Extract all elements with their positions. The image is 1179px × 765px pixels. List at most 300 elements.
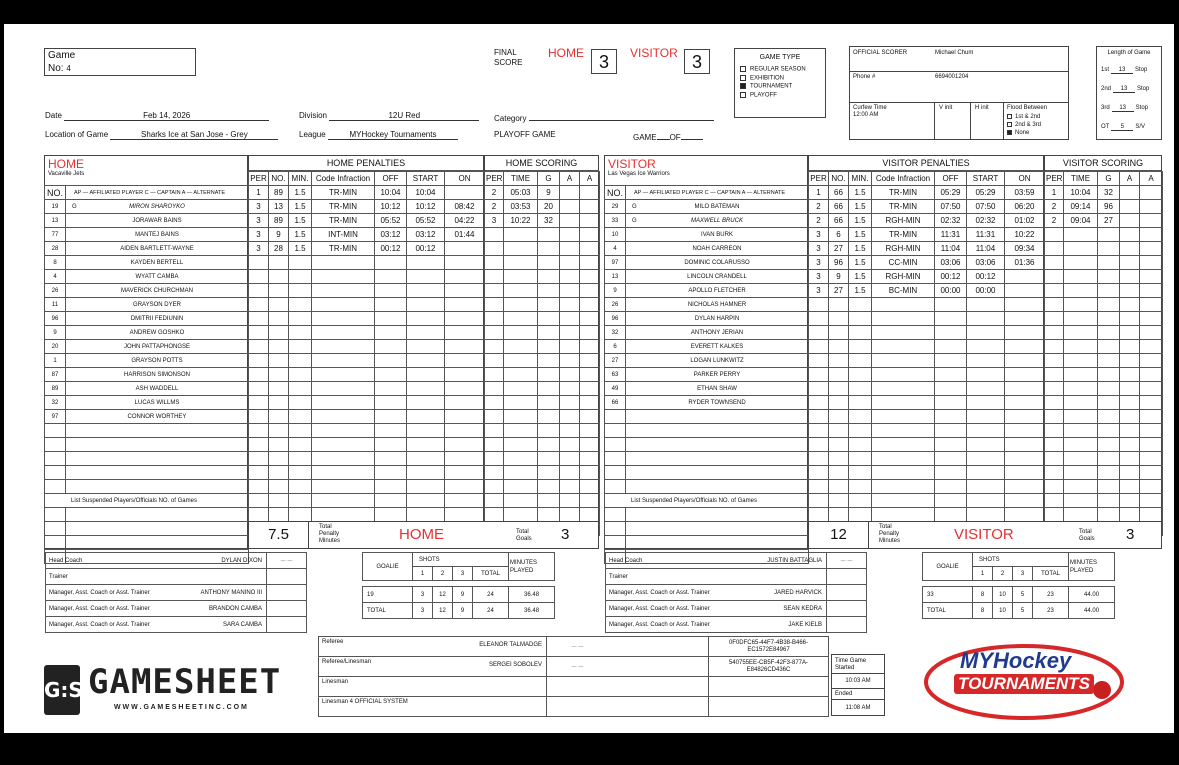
player-number: 63 [605, 368, 626, 382]
scoring-cell [580, 382, 600, 396]
penalty-cell: 1.5 [289, 242, 312, 256]
league-label: League [299, 130, 326, 139]
length-row [1101, 67, 1147, 74]
scoring-cell [1120, 200, 1140, 214]
scoring-header-cell: G [1098, 172, 1120, 186]
penalty-cell: 1.5 [289, 228, 312, 242]
scoring-cell [580, 340, 600, 354]
penalty-cell [849, 480, 872, 494]
staff-role: Manager, Asst. Coach or Asst. Trainer [609, 605, 710, 612]
penalty-cell [849, 424, 872, 438]
scoring-cell [504, 452, 538, 466]
scoring-cell [485, 298, 504, 312]
penalty-cell [312, 354, 375, 368]
official-role: Linesman 4 OFFICIAL SYSTEM [322, 699, 408, 705]
penalty-cell [269, 382, 289, 396]
goalie-row [923, 603, 1115, 619]
scoring-cell [560, 424, 580, 438]
scoring-cell [1140, 256, 1163, 270]
scoring-cell [1098, 340, 1120, 354]
penalty-row [809, 466, 1045, 480]
staff-role: Manager, Asst. Coach or Asst. Trainer [49, 621, 150, 628]
home-scoring [484, 155, 599, 549]
scoring-cell [580, 410, 600, 424]
game-type-option [740, 66, 825, 73]
goalie-period-header: 3 [453, 567, 473, 581]
official-id: 0F0DFC65-44F7-4B38-B466-EC1572E84967 [709, 637, 829, 657]
player-name [626, 228, 809, 242]
penalty-cell [1005, 480, 1045, 494]
penalty-cell [1005, 452, 1045, 466]
scoring-cell [1120, 452, 1140, 466]
penalty-cell [269, 312, 289, 326]
scoring-cell [560, 368, 580, 382]
staff-cell [606, 569, 827, 585]
player-name [626, 536, 809, 550]
minutes-played-label: MINUTES PLAYED [509, 553, 555, 581]
scoring-cell [560, 186, 580, 200]
scoring-cell: 10:04 [1064, 186, 1098, 200]
scoring-cell [1064, 368, 1098, 382]
staff-name: SARA CAMBA [222, 621, 262, 628]
penalty-cell [935, 494, 967, 508]
penalty-cell [935, 480, 967, 494]
penalty-header-cell: PER [249, 172, 269, 186]
penalty-cell [375, 298, 407, 312]
scoring-cell [580, 396, 600, 410]
penalty-cell: 2 [809, 214, 829, 228]
scoring-cell: 2 [1045, 200, 1064, 214]
roster-row [45, 326, 249, 340]
scoring-cell: 2 [485, 200, 504, 214]
scoring-cell [504, 284, 538, 298]
penalty-cell [872, 452, 935, 466]
scoring-cell [485, 368, 504, 382]
scoring-cell [1140, 200, 1163, 214]
scoring-cell [538, 228, 560, 242]
scoring-row [485, 340, 600, 354]
penalty-cell: TR-MIN [872, 186, 935, 200]
visitor-penalties [808, 155, 1044, 549]
penalty-cell [312, 326, 375, 340]
goalie-cell: 5 [1013, 603, 1033, 619]
penalty-cell [312, 382, 375, 396]
penalty-cell [269, 340, 289, 354]
flood-option-label: 2nd & 3rd [1015, 122, 1042, 128]
visitor-roster [604, 155, 808, 549]
roster-legend: AP — AFFILIATED PLAYER C — CAPTAIN A — ALTERNATE [626, 186, 809, 200]
goalie-cell: 5 [1013, 587, 1033, 603]
penalty-cell: 66 [829, 200, 849, 214]
home-total-pim-label: Total Penalty Minutes [319, 524, 341, 544]
length-period-label: 2nd [1101, 86, 1112, 92]
penalty-row [249, 326, 485, 340]
scoring-row [485, 424, 600, 438]
penalty-cell [872, 382, 935, 396]
scoring-cell [560, 298, 580, 312]
player-number [605, 438, 626, 452]
scoring-cell [1098, 298, 1120, 312]
penalty-cell: BC-MIN [872, 284, 935, 298]
staff-row [606, 553, 867, 569]
penalty-cell [289, 452, 312, 466]
player-number: 96 [45, 312, 66, 326]
penalty-cell [829, 368, 849, 382]
penalty-cell [312, 480, 375, 494]
length-period-value: 13 [1112, 105, 1134, 112]
penalty-cell [872, 354, 935, 368]
goalie-cell: 24 [473, 603, 509, 619]
penalty-cell [809, 312, 829, 326]
player-name [66, 214, 249, 228]
penalty-cell: 05:52 [407, 214, 445, 228]
scoring-cell [580, 270, 600, 284]
penalty-cell [249, 354, 269, 368]
player-number: 28 [45, 242, 66, 256]
scoring-cell [1098, 508, 1120, 522]
scoring-cell [538, 242, 560, 256]
goalie-row [923, 587, 1115, 603]
penalty-cell [407, 452, 445, 466]
player-number [45, 522, 66, 536]
player-designation: G [632, 217, 637, 224]
staff-row [46, 553, 307, 569]
scoring-row [485, 326, 600, 340]
penalty-cell: 07:50 [935, 200, 967, 214]
scoring-cell [504, 480, 538, 494]
penalty-cell [289, 438, 312, 452]
penalty-cell [445, 452, 485, 466]
penalty-cell [935, 396, 967, 410]
penalty-cell: 00:00 [935, 284, 967, 298]
scoring-row [485, 466, 600, 480]
penalty-cell [829, 494, 849, 508]
penalty-cell [445, 508, 485, 522]
goalie-period-header: 1 [413, 567, 433, 581]
scoring-row [1045, 340, 1163, 354]
game-number-box [44, 48, 196, 76]
penalty-row [249, 452, 485, 466]
scoring-cell [1098, 452, 1120, 466]
penalty-cell [289, 424, 312, 438]
penalty-cell: 03:12 [375, 228, 407, 242]
penalty-cell: 1.5 [849, 270, 872, 284]
roster-row [45, 340, 249, 354]
scoring-cell [1140, 452, 1163, 466]
scoring-cell [538, 368, 560, 382]
scoring-cell [1098, 368, 1120, 382]
penalty-cell [375, 256, 407, 270]
penalty-row [809, 480, 1045, 494]
player-number [45, 452, 66, 466]
scoring-cell [1064, 312, 1098, 326]
penalty-cell [1005, 340, 1045, 354]
roster-row [605, 340, 809, 354]
scoring-cell [580, 326, 600, 340]
penalty-header-cell: MIN. [289, 172, 312, 186]
game-type-box [734, 48, 826, 118]
penalty-row [249, 480, 485, 494]
scoring-row [1045, 284, 1163, 298]
player-name-text: MAXWELL BRUCK [691, 217, 743, 224]
staff-row [606, 585, 867, 601]
location-value: Sharks Ice at San Jose - Grey [110, 130, 278, 140]
scoring-cell [560, 270, 580, 284]
scoring-cell: 2 [1045, 214, 1064, 228]
scoring-cell [485, 480, 504, 494]
scoring-cell [560, 354, 580, 368]
scoring-header-row [485, 172, 600, 186]
penalty-cell [249, 438, 269, 452]
penalty-cell [249, 396, 269, 410]
scoring-cell [560, 200, 580, 214]
official-id [709, 697, 829, 717]
penalty-cell: 27 [829, 284, 849, 298]
scoring-cell [538, 256, 560, 270]
scoring-row [485, 270, 600, 284]
penalty-cell [829, 480, 849, 494]
scoring-row [485, 298, 600, 312]
scoring-cell [1064, 438, 1098, 452]
scoring-cell [580, 298, 600, 312]
scoring-cell [1098, 382, 1120, 396]
roster-row [45, 354, 249, 368]
penalty-cell: 6 [829, 228, 849, 242]
scoring-cell [560, 382, 580, 396]
penalty-cell [967, 312, 1005, 326]
penalty-row [249, 312, 485, 326]
player-name-text: IVAN BURK [701, 231, 733, 238]
penalty-row [249, 298, 485, 312]
visitor-scoring-title: VISITOR SCORING [1045, 156, 1161, 171]
visitor-totals [808, 521, 1162, 549]
player-number: 6 [605, 340, 626, 354]
official-role: Referee/Linesman [322, 659, 372, 665]
goalie-cell: 23 [1033, 603, 1069, 619]
penalty-row [809, 312, 1045, 326]
visitor-total-pim-label: Total Penalty Minutes [879, 524, 901, 544]
penalty-cell [849, 340, 872, 354]
scoring-cell [580, 200, 600, 214]
penalty-cell: INT-MIN [312, 228, 375, 242]
player-number: 77 [45, 228, 66, 242]
penalty-cell: 00:12 [407, 242, 445, 256]
scoring-row [485, 494, 600, 508]
penalty-row [249, 200, 485, 214]
player-number [605, 522, 626, 536]
scoring-cell [538, 410, 560, 424]
player-name-text: JORAWAR BAINS [132, 217, 182, 224]
gamesheet-logo-text: GAMESHEET [88, 662, 282, 702]
scoring-cell [1064, 382, 1098, 396]
scoring-row [485, 480, 600, 494]
officials-table [318, 636, 829, 717]
scoring-cell [1120, 354, 1140, 368]
flood-label: Flood Between [1007, 105, 1048, 111]
goalie-cell: 23 [1033, 587, 1069, 603]
penalty-cell: 10:04 [375, 186, 407, 200]
penalty-cell: 66 [829, 214, 849, 228]
player-number [45, 424, 66, 438]
scoring-cell [538, 354, 560, 368]
penalty-cell [289, 326, 312, 340]
penalty-cell: 01:36 [1005, 256, 1045, 270]
scoring-cell [538, 508, 560, 522]
visitor-title: VISITOR [608, 157, 656, 171]
scoring-cell [1045, 298, 1064, 312]
penalty-cell [445, 466, 485, 480]
scoring-cell [1064, 508, 1098, 522]
length-period-label: 1st [1101, 67, 1110, 73]
penalty-row [809, 326, 1045, 340]
visitor-total-pim: 12 [809, 522, 869, 548]
penalty-cell [445, 410, 485, 424]
scoring-cell [1120, 382, 1140, 396]
penalty-cell: 1.5 [289, 214, 312, 228]
goalie-cell: 12 [433, 587, 453, 603]
penalty-cell: 00:12 [935, 270, 967, 284]
player-name-text: GRAYSON DYER [133, 301, 181, 308]
scoring-cell [538, 382, 560, 396]
official-signature [547, 637, 709, 657]
goalie-period-header: 1 [973, 567, 993, 581]
roster-row [605, 368, 809, 382]
visitor-big-label: VISITOR [954, 526, 1014, 543]
scoring-row [1045, 326, 1163, 340]
penalty-cell [312, 466, 375, 480]
penalty-cell [249, 424, 269, 438]
player-name [66, 382, 249, 396]
staff-cell [606, 601, 827, 617]
scoring-cell [1140, 298, 1163, 312]
game-type-option-label: EXHIBITION [750, 75, 785, 82]
roster-row [45, 382, 249, 396]
player-number: 32 [45, 396, 66, 410]
penalty-cell: 07:50 [967, 200, 1005, 214]
scoring-cell [1045, 368, 1064, 382]
home-scoring-table [484, 171, 600, 536]
penalty-cell [1005, 438, 1045, 452]
scoring-cell [560, 256, 580, 270]
penalty-cell [849, 494, 872, 508]
scoring-cell [504, 494, 538, 508]
game-of-game-label: GAME [633, 133, 657, 142]
scoring-cell [504, 298, 538, 312]
scoring-cell [504, 354, 538, 368]
penalty-cell [935, 340, 967, 354]
player-name [66, 452, 249, 466]
player-name-text: NICHOLAS HAMNER [687, 301, 747, 308]
roster-row [605, 382, 809, 396]
scoring-cell [1064, 396, 1098, 410]
scoring-cell [1120, 270, 1140, 284]
penalty-row [249, 508, 485, 522]
player-number: 11 [45, 298, 66, 312]
penalty-cell [312, 396, 375, 410]
staff-role: Head Coach [49, 557, 83, 564]
penalty-cell [312, 508, 375, 522]
penalty-cell [445, 284, 485, 298]
staff-role: Head Coach [609, 557, 643, 564]
v-init-label: V init [939, 105, 953, 111]
length-period-label: 3rd [1101, 105, 1110, 111]
scoring-row [1045, 312, 1163, 326]
staff-name: BRANDON CAMBA [208, 605, 262, 612]
penalty-cell: 1.5 [849, 200, 872, 214]
scoring-cell [504, 326, 538, 340]
penalty-row [809, 256, 1045, 270]
staff-row [46, 585, 307, 601]
player-name-text: MAVERICK CHURCHMAN [121, 287, 193, 294]
scoring-header-cell: TIME [504, 172, 538, 186]
scoring-cell [1045, 284, 1064, 298]
penalty-cell: 66 [829, 186, 849, 200]
penalty-header-cell: OFF [375, 172, 407, 186]
penalty-cell [407, 396, 445, 410]
scoring-cell [1140, 270, 1163, 284]
scoring-cell: 09:14 [1064, 200, 1098, 214]
player-number: 1 [45, 354, 66, 368]
penalty-cell [967, 424, 1005, 438]
scoring-cell [580, 214, 600, 228]
player-name [626, 438, 809, 452]
penalty-cell [312, 368, 375, 382]
goalie-cell: 10 [993, 603, 1013, 619]
flood-options [1007, 113, 1041, 137]
roster-row [605, 410, 809, 424]
staff-signature [267, 585, 307, 601]
scoring-cell [1045, 480, 1064, 494]
visitor-penalties-title: VISITOR PENALTIES [809, 156, 1043, 171]
time-started-label: Time Game Started [835, 658, 867, 671]
penalty-cell [849, 326, 872, 340]
penalty-cell [935, 326, 967, 340]
scoring-cell [485, 326, 504, 340]
scoring-cell [1098, 424, 1120, 438]
penalty-row [249, 438, 485, 452]
player-number: 96 [605, 312, 626, 326]
penalty-cell [809, 466, 829, 480]
penalty-cell [967, 452, 1005, 466]
penalty-cell [445, 368, 485, 382]
scoring-cell [1045, 494, 1064, 508]
penalty-cell [829, 452, 849, 466]
penalty-header-cell: NO. [269, 172, 289, 186]
roster-row [605, 270, 809, 284]
player-name [66, 508, 249, 522]
staff-row [606, 569, 867, 585]
roster-row [45, 494, 249, 508]
player-number: 26 [605, 298, 626, 312]
flood-option [1007, 113, 1041, 121]
goalie-cell: 9 [453, 603, 473, 619]
penalty-cell [407, 424, 445, 438]
scoring-cell [1064, 424, 1098, 438]
official-signature [547, 657, 709, 677]
scoring-cell [1064, 326, 1098, 340]
penalty-cell [967, 466, 1005, 480]
goalie-cell: 3 [413, 587, 433, 603]
staff-role: Manager, Asst. Coach or Asst. Trainer [609, 621, 710, 628]
player-number: 13 [605, 270, 626, 284]
scoring-row [485, 228, 600, 242]
player-name [66, 522, 249, 536]
home-goalie-table [362, 552, 555, 619]
penalty-cell [967, 508, 1005, 522]
playoff-game-label: PLAYOFF GAME [494, 130, 556, 139]
penalty-cell [375, 270, 407, 284]
penalty-row [809, 200, 1045, 214]
